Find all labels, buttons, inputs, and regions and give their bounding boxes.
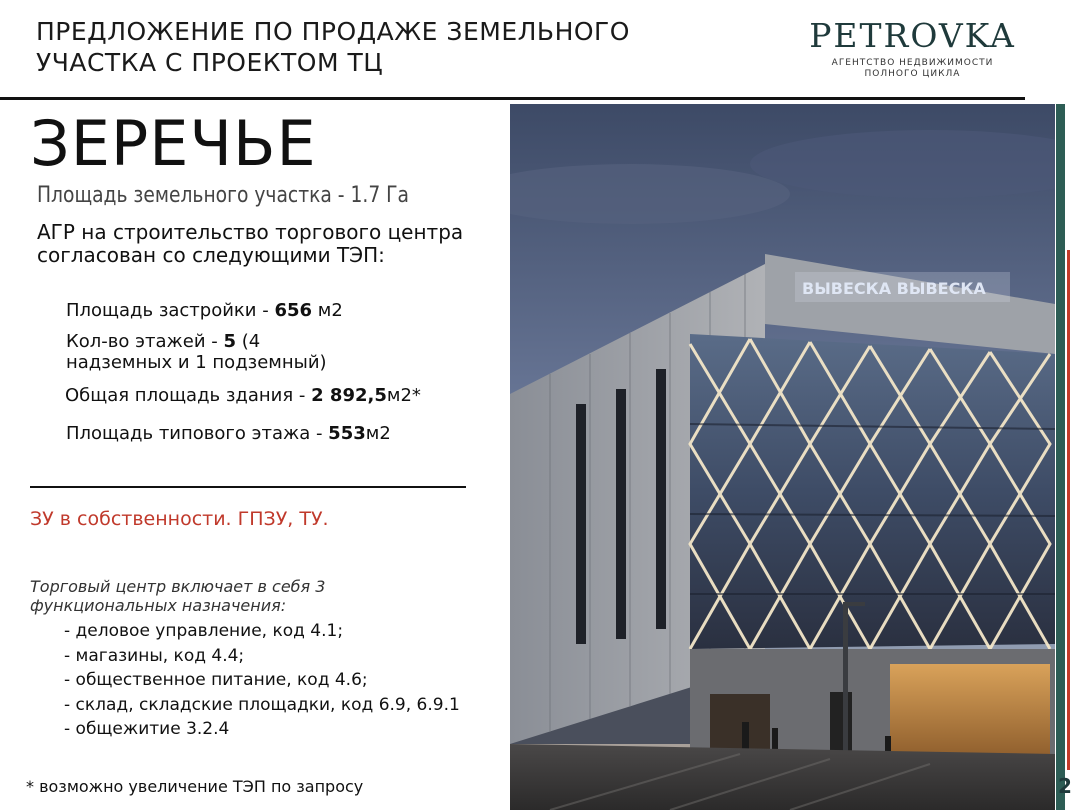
tep-building-area-label: Площадь застройки - bbox=[66, 300, 275, 321]
red-stripe bbox=[1067, 250, 1070, 770]
tep-floors-value: 5 bbox=[223, 331, 236, 352]
tep-total-area-value: 2 892,5 bbox=[311, 385, 387, 406]
tep-building-area-unit: м2 bbox=[312, 300, 343, 321]
ownership-note: ЗУ в собственности. ГПЗУ, ТУ. bbox=[30, 508, 329, 530]
header-title-line-1: ПРЕДЛОЖЕНИЕ ПО ПРОДАЖЕ ЗЕМЕЛЬНОГО bbox=[36, 17, 630, 46]
tep-floors-label: Кол-во этажей - bbox=[66, 331, 224, 352]
section-divider bbox=[30, 486, 466, 488]
side-accent-bar bbox=[1055, 0, 1080, 810]
logo-tagline-line-2: ПОЛНОГО ЦИКЛА bbox=[864, 69, 961, 79]
list-item: - общежитие 3.2.4 bbox=[64, 719, 230, 740]
tep-floors-rest: (4 надземных и 1 подземный) bbox=[66, 331, 327, 373]
functions-intro: Торговый центр включает в себя 3 функциональных назначения: bbox=[30, 577, 326, 615]
tep-total-area bbox=[65, 385, 421, 406]
header-title bbox=[36, 16, 656, 78]
tep-typical-floor-unit: м2 bbox=[365, 423, 391, 444]
petrovka-logo bbox=[800, 18, 1025, 80]
logo-tagline-line-1: АГЕНТСТВО НЕДВИЖИМОСТИ bbox=[831, 58, 994, 68]
mall-rendering-image bbox=[510, 104, 1055, 810]
tep-typical-floor bbox=[66, 423, 391, 444]
agr-text: АГР на строительство торгового центра согласован со следующими ТЭП: bbox=[37, 220, 464, 267]
green-stripe bbox=[1056, 104, 1065, 810]
land-area: Площадь земельного участка - 1.7 Га bbox=[37, 183, 410, 208]
functions-list bbox=[64, 619, 460, 742]
list-item: - магазины, код 4.4; bbox=[64, 645, 245, 666]
tep-total-area-unit: м2* bbox=[386, 385, 421, 406]
list-item: - деловое управление, код 4.1; bbox=[64, 621, 344, 641]
footnote: * возможно увеличение ТЭП по запросу bbox=[26, 777, 364, 796]
page-number: 2 bbox=[1058, 774, 1072, 798]
building-sign-text: ВЫВЕСКА ВЫВЕСКА bbox=[802, 279, 986, 298]
list-item: - общественное питание, код 4.6; bbox=[64, 670, 368, 691]
tep-building-area bbox=[66, 300, 343, 321]
tep-floors bbox=[66, 331, 366, 373]
place-title: ЗЕРЕЧЬЕ bbox=[30, 107, 317, 180]
list-item: - склад, складские площадки, код 6.9, 6.9.1 bbox=[64, 694, 460, 715]
tep-typical-floor-label: Площадь типового этажа - bbox=[66, 423, 329, 444]
logo-tagline bbox=[800, 58, 1025, 80]
header-title-line-2: УЧАСТКА С ПРОЕКТОМ ТЦ bbox=[36, 48, 384, 77]
tep-typical-floor-value: 553 bbox=[328, 423, 366, 444]
tep-total-area-label: Общая площадь здания - bbox=[65, 385, 312, 406]
header-divider bbox=[0, 97, 1025, 100]
logo-wordmark: PETROVKA bbox=[809, 16, 1016, 55]
tep-building-area-value: 656 bbox=[274, 300, 313, 321]
